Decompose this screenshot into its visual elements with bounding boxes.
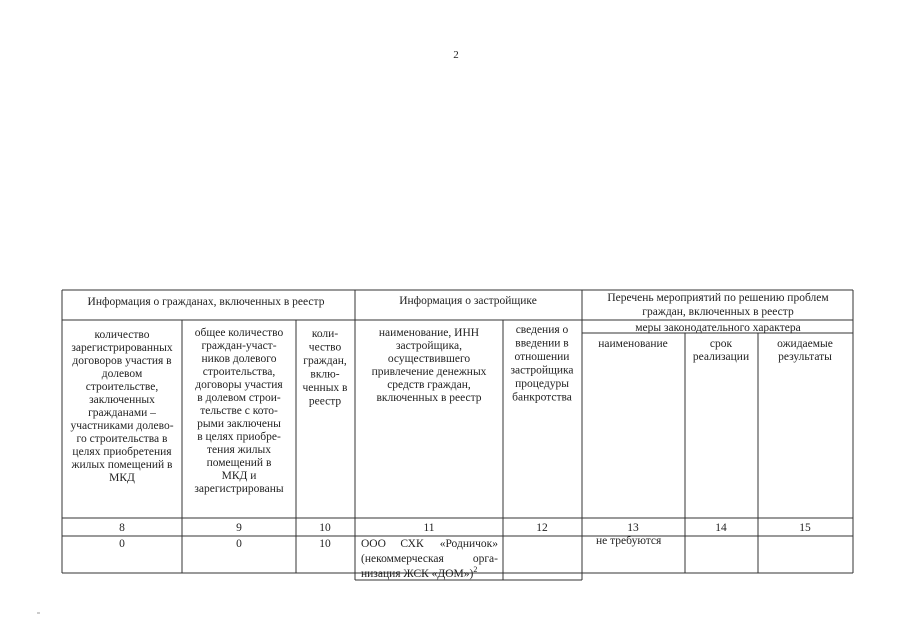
header-measures-line-1: Перечень мероприятий по решению проблем: [607, 292, 829, 304]
column-header-line: рыми заключены: [197, 418, 281, 430]
column-header-13: [598, 338, 668, 350]
column-number-14: 14: [715, 522, 727, 534]
column-header-line: ченных в: [302, 382, 348, 394]
cell-citizens-in-registry: 10: [319, 538, 331, 550]
column-header-line: наименование, ИНН: [378, 327, 480, 339]
column-number-9: 9: [236, 522, 242, 534]
column-header-line: коли-: [311, 328, 339, 340]
column-header-line: сведения о: [515, 324, 569, 336]
column-header-line: количество: [94, 329, 150, 341]
column-header-line: наименование: [598, 338, 668, 350]
column-header-line: участниками долево-: [70, 420, 174, 432]
column-header-line: граждан,: [303, 355, 347, 367]
column-header-line: отношении: [514, 351, 570, 363]
column-header-line: целях приобретения: [72, 446, 172, 458]
column-header-line: долевом: [101, 368, 143, 380]
column-header-line: МКД и: [221, 470, 257, 482]
column-header-line: строительства,: [202, 366, 276, 378]
column-number-13: 13: [627, 522, 639, 534]
column-header-line: банкротства: [512, 391, 572, 404]
header-citizens-group: Информация о гражданах, включенных в реестр: [87, 296, 325, 308]
column-header-12: [510, 324, 573, 404]
cell-developer-word-1: ООО: [361, 538, 386, 550]
column-header-line: заключенных: [89, 394, 155, 406]
column-header-line: зарегистрированных: [71, 342, 173, 354]
column-header-line: в долевом строи-: [197, 392, 281, 404]
column-header-line: ников долевого: [201, 353, 277, 365]
column-header-line: вклю-: [310, 368, 340, 381]
column-header-line: МКД: [109, 472, 135, 484]
column-number-8: 8: [119, 522, 125, 534]
column-header-line: застройщика,: [396, 340, 462, 352]
column-header-line: в целях приобре-: [197, 431, 281, 443]
column-header-line: договоры участия: [195, 379, 283, 391]
column-number-11: 11: [423, 522, 435, 534]
cell-developer-line-3: низация ЖСК «ДОМ»)$^2$: [361, 565, 478, 580]
header-measures-line-2: граждан, включенных в реестр: [642, 306, 794, 318]
column-header-line: жилых помещений в: [71, 459, 173, 471]
column-header-line: ожидаемые: [777, 338, 833, 350]
column-header-line: застройщика: [510, 364, 574, 377]
cell-developer-word-3: «Родничок»: [439, 538, 498, 550]
column-header-line: договоров участия в: [72, 355, 172, 367]
column-header-10: [303, 328, 349, 408]
column-header-line: чество: [308, 341, 342, 354]
cell-developer-word-2: СХК: [400, 538, 424, 550]
page-number: 2: [453, 49, 459, 61]
column-header-line: тельстве с кото-: [200, 405, 278, 417]
column-number-10: 10: [319, 522, 331, 534]
column-header-line: помещений в: [206, 457, 272, 469]
cell-developer-word-4: (некоммерческая: [361, 553, 444, 565]
column-header-line: тения жилых: [207, 444, 271, 456]
column-header-line: результаты: [778, 351, 832, 363]
column-header-line: включенных в реестр: [376, 392, 482, 404]
cell-registered-contracts: 0: [119, 538, 125, 550]
column-header-line: го строительства в: [76, 433, 168, 445]
footnote-marker: 2: [473, 565, 478, 574]
column-header-line: гражданами –: [88, 407, 156, 419]
column-header-11: [372, 327, 487, 404]
column-number-15: 15: [799, 522, 811, 534]
column-header-8: [70, 329, 173, 484]
column-header-line: реестр: [308, 395, 342, 408]
cell-developer-word-5: орга-: [472, 553, 498, 565]
column-header-line: средств граждан,: [387, 379, 471, 391]
column-header-line: привлечение денежных: [371, 366, 487, 378]
column-header-line: общее количество: [194, 327, 284, 339]
column-header-line: строительстве,: [85, 381, 159, 393]
column-header-line: введении в: [515, 337, 569, 350]
column-header-line: зарегистрированы: [194, 483, 284, 495]
column-header-14: [693, 338, 749, 363]
cell-total-participants: 0: [236, 538, 242, 550]
header-developer-group: Информация о застройщике: [399, 295, 537, 307]
column-header-line: реализации: [692, 351, 750, 363]
column-header-line: процедуры: [515, 378, 569, 390]
column-header-15: [777, 338, 833, 363]
column-number-12: 12: [536, 522, 548, 534]
column-header-line: срок: [709, 338, 733, 350]
cell-measure-name: не требуются: [596, 535, 662, 547]
column-header-line: граждан-участ-: [201, 340, 277, 352]
column-header-9: [194, 327, 284, 495]
column-header-line: осуществившего: [387, 353, 471, 365]
header-legislative-measures: меры законодательного характера: [635, 322, 801, 334]
